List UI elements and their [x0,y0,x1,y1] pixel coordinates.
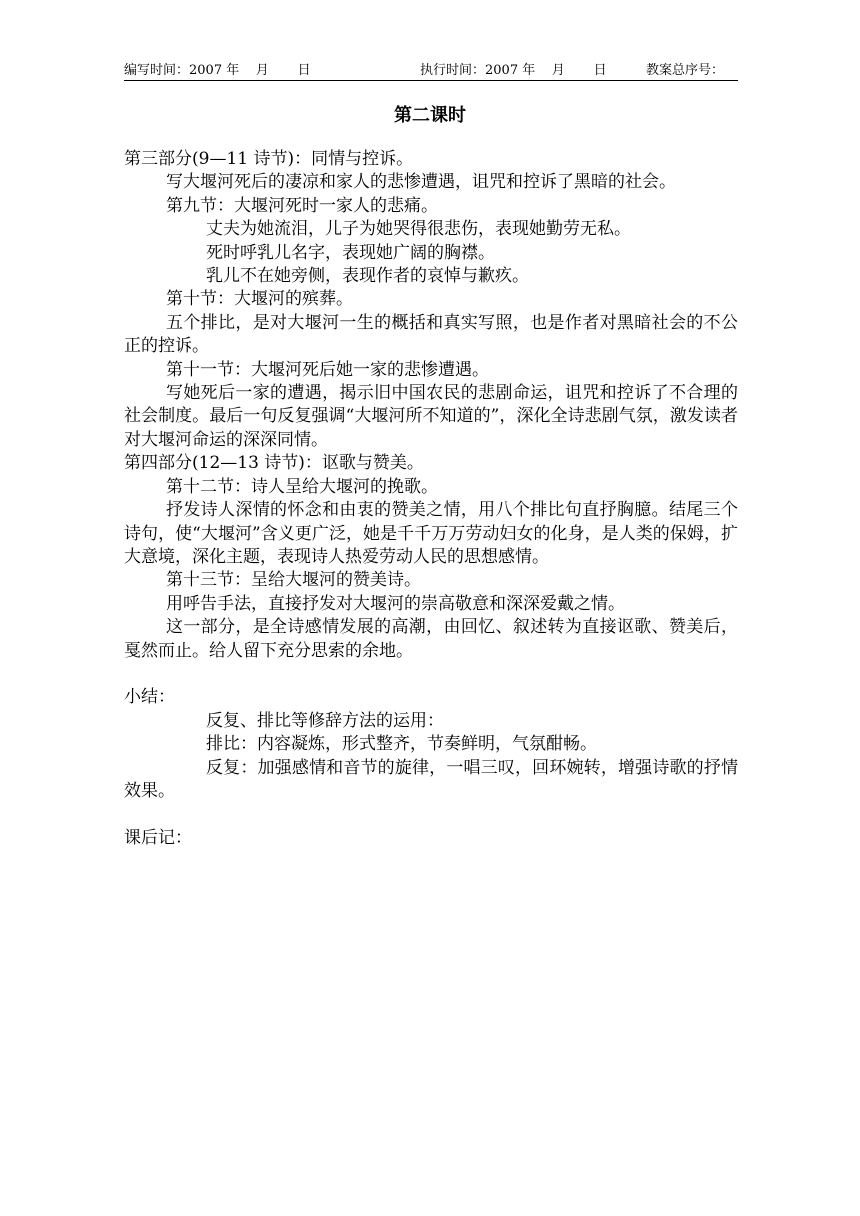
paragraph: 用呼告手法，直接抒发对大堰河的崇高敬意和深深爱戴之情。 [166,593,625,614]
paragraph: 丈夫为她流泪，儿子为她哭得很悲伤，表现她勤劳无私。 [206,219,631,240]
executed-time: 执行时间：2007 年 月 日 [420,63,607,78]
subsection-heading: 第十二节：诗人呈给大堰河的挽歌。 [166,476,438,497]
subsection-heading: 第十一节：大堰河死后她一家的悲惨遭遇。 [166,359,489,380]
paragraph: 抒发诗人深情的怀念和由衷的赞美之情，用八个排比句直抒胸臆。结尾三个诗句，使“大堰河”含义更广泛，她是千千万万劳动妇女的化身，是人类的保姆，扩大意境，深化主题，表现诗人热爱劳动人民的思想感情。 [124,500,738,567]
section-heading: 第四部分(12—13 诗节)：讴歌与赞美。 [124,453,424,474]
subsection-heading: 第十节：大堰河的殡葬。 [166,289,353,310]
written-time: 编写时间：2007 年 月 日 [124,63,311,78]
document-body [124,148,738,850]
summary-label: 小结： [124,687,175,708]
summary-item: 反复：加强感情和音节的旋律，一唱三叹，回环婉转，增强诗歌的抒情效果。 [124,757,738,801]
paragraph: 五个排比，是对大堰河一生的概括和真实写照，也是作者对黑暗社会的不公正的控诉。 [124,312,738,357]
subsection-heading: 第九节：大堰河死时一家人的悲痛。 [166,195,438,216]
paragraph: 写大堰河死后的凄凉和家人的悲惨遭遇，诅咒和控诉了黑暗的社会。 [166,172,676,193]
subsection-heading: 第十三节：呈给大堰河的赞美诗。 [166,570,421,591]
paragraph: 写她死后一家的遭遇，揭示旧中国农民的悲剧命运，诅咒和控诉了不合理的社会制度。最后一句反复强调“大堰河所不知道的”，深化全诗悲剧气氛，激发读者对大堰河命运的深深同情。 [124,383,738,450]
paragraph: 这一部分，是全诗感情发展的高潮，由回忆、叙述转为直接讴歌、赞美后，戛然而止。给人留下充分思索的余地。 [124,617,738,661]
page-title: 第二课时 [394,105,466,126]
after-class-label: 课后记： [124,827,192,848]
summary-item: 排比：内容凝炼，形式整齐，节奏鲜明，气氛酣畅。 [206,734,597,755]
page-header [124,62,738,81]
paragraph: 乳儿不在她旁侧，表现作者的哀悼与歉疚。 [206,266,529,287]
summary-item: 反复、排比等修辞方法的运用： [206,710,444,731]
paragraph: 死时呼乳儿名字，表现她广阔的胸襟。 [206,242,495,263]
lesson-number: 教案总序号： [646,63,725,78]
section-heading: 第三部分(9—11 诗节)：同情与控诉。 [124,149,414,169]
